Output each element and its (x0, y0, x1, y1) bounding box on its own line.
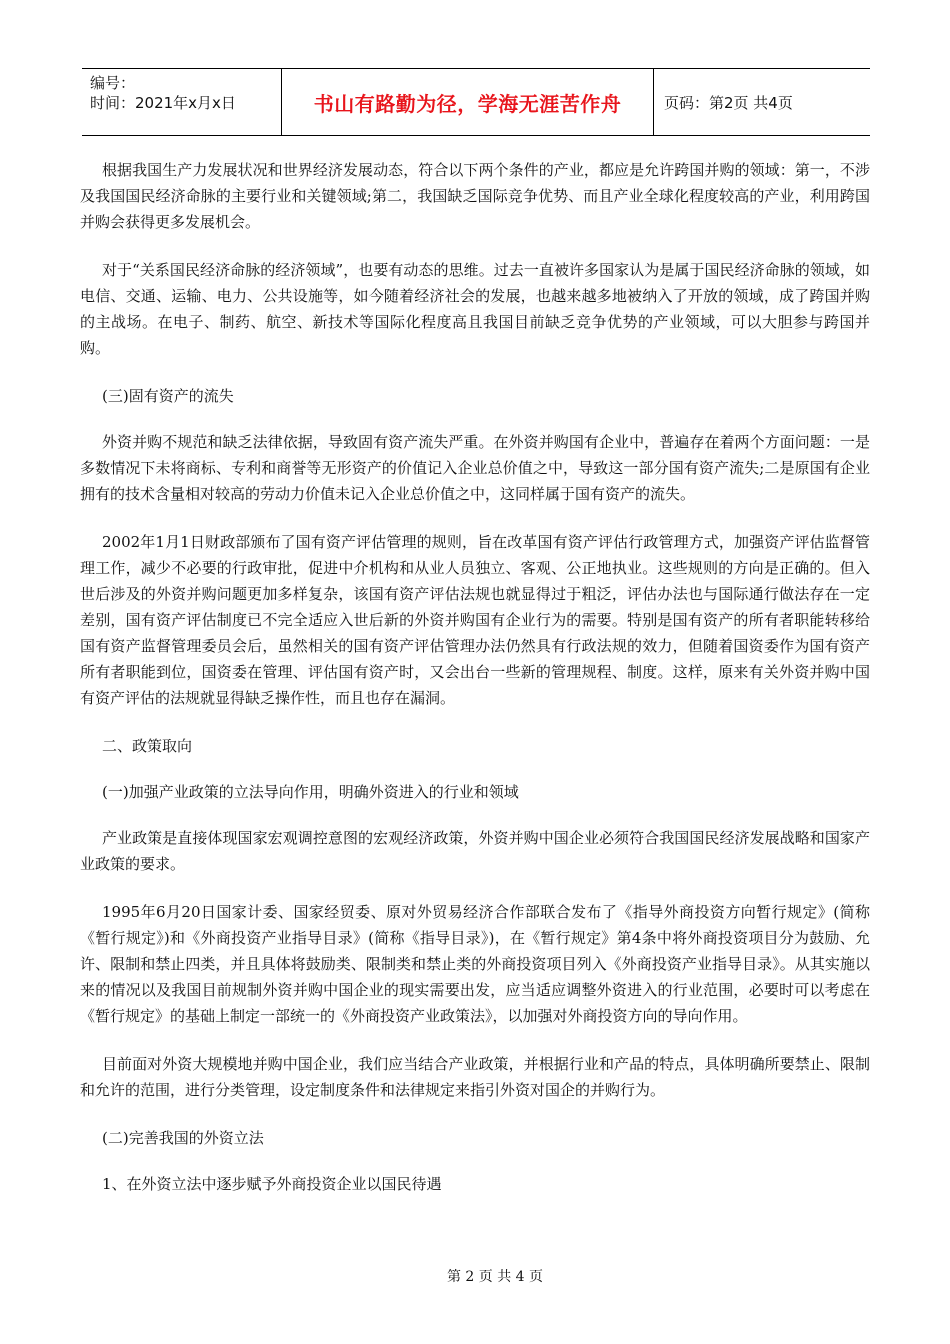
paragraph: 对于“关系国民经济命脉的经济领域”，也要有动态的思维。过去一直被许多国家认为是属于国民经济命脉的领域，如电信、交通、运输、电力、公共设施等，如今随着经济社会的发展，也越来越多地被纳入了开放的领域，成了跨国并购的主战场。在电子、制药、航空、新技术等国际化程度高且我国目前缺乏竞争优势的产业领域，可以大胆参与跨国并购。 (80, 261, 870, 357)
section-heading: (一)加强产业政策的立法导向作用，明确外资进入的行业和领域 (102, 783, 519, 801)
header-meta (82, 69, 282, 135)
header-motto: 书山有路勤为径，学海无涯苦作舟 (282, 69, 654, 135)
paragraph: 外资并购不规范和缺乏法律依据，导致固有资产流失严重。在外资并购国有企业中，普遍存在着两个方面问题：一是多数情况下未将商标、专利和商誉等无形资产的价值记入企业总价值之中，导致这一部分国有资产流失;二是原国有企业拥有的技术含量相对较高的劳动力价值未记入企业总价值之中，这同样属于国有资产的流失。 (80, 433, 870, 503)
paragraph: 1995年6月20日国家计委、国家经贸委、原对外贸易经济合作部联合发布了《指导外商投资方向暂行规定》(简称《暂行规定》)和《外商投资产业指导目录》(简称《指导目录》)，在《暂行规定》第4条中将外商投资项目分为鼓励、允许、限制和禁止四类，并且具体将鼓励类、限制类和禁止类的外商投资项目列入《外商投资产业指导目录》。从其实施以来的情况以及我国目前规制外资并购中国企业的现实需要出发，应当适应调整外资进入的行业范围，必要时可以考虑在《暂行规定》的基础上制定一部统一的《外商投资产业政策法》，以加强对外商投资方向的导向作用。 (80, 903, 870, 1025)
section-heading: (三)固有资产的流失 (102, 387, 234, 405)
paragraph: 2002年1月1日财政部颁布了国有资产评估管理的规则，旨在改革国有资产评估行政管理方式，加强资产评估监督管理工作，减少不必要的行政审批，促进中介机构和从业人员独立、客观、公正地执业。这些规则的方向是正确的。但入世后涉及的外资并购问题更加多样复杂，该国有资产评估法规也就显得过于粗泛，评估办法也与国际通行做法存在一定差别，国有资产评估制度已不完全适应入世后新的外资并购国有企业行为的需要。特别是国有资产的所有者职能转移给国有资产监督管理委员会后，虽然相关的国有资产评估管理办法仍然具有行政法规的效力，但随着国资委作为国有资产所有者职能到位，国资委在管理、评估国有资产时，又会出台一些新的管理规程、制度。这样，原来有关外资并购中国有资产评估的法规就显得缺乏操作性，而且也存在漏洞。 (80, 533, 870, 707)
paragraph: 目前面对外资大规模地并购中国企业，我们应当结合产业政策，并根据行业和产品的特点，具体明确所要禁止、限制和允许的范围，进行分类管理，设定制度条件和法律规定来指引外资对国企的并购行为。 (80, 1055, 870, 1099)
serial-label: 编号： (90, 74, 136, 92)
paragraph: 根据我国生产力发展状况和世界经济发展动态，符合以下两个条件的产业，都应是允许跨国并购的领域：第一，不涉及我国国民经济命脉的主要行业和关键领域;第二，我国缺乏国际竞争优势、而且产业全球化程度较高的产业，利用跨国并购会获得更多发展机会。 (80, 161, 870, 231)
section-heading: 二、政策取向 (102, 737, 193, 755)
header-page-code: 页码：第2页 共4页 (664, 93, 793, 112)
section-heading: (二)完善我国的外资立法 (102, 1129, 264, 1147)
document-header (82, 68, 870, 136)
time-label: 时间：2021年x月x日 (90, 94, 236, 112)
section-heading: 1、在外资立法中逐步赋予外商投资企业以国民待遇 (102, 1175, 442, 1193)
document-body (80, 157, 870, 1217)
paragraph: 产业政策是直接体现国家宏观调控意图的宏观经济政策，外资并购中国企业必须符合我国国民经济发展战略和国家产业政策的要求。 (80, 829, 870, 873)
page-footer: 第 2 页 共 4 页 (446, 1269, 544, 1285)
